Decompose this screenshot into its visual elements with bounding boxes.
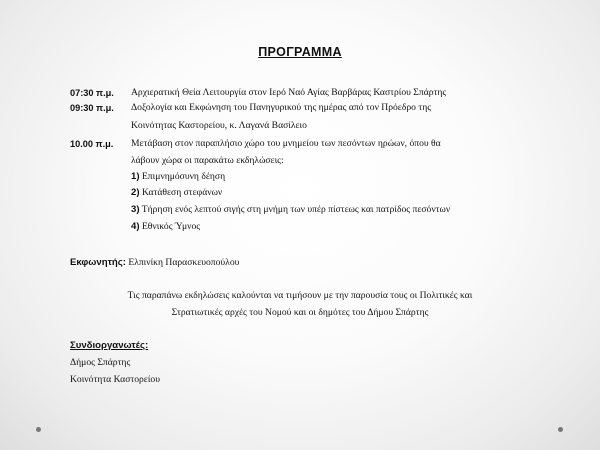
schedule-time-1: 07:30 π.μ.	[70, 88, 114, 98]
invitation-line-2: Στρατιωτικές αρχές του Νομού και οι δημότες του Δήμου Σπάρτης	[171, 307, 429, 318]
event-item	[131, 204, 450, 216]
announcer-name: Ελπινίκη Παρασκευοπούλου	[128, 257, 240, 268]
schedule-text-2b: Κοινότητας Καστορείου, κ. Λαγανά Βασίλειο	[131, 120, 307, 131]
corner-dot-icon	[36, 427, 41, 432]
co-organizers-heading: Συνδιοργανωτές:	[70, 340, 149, 351]
page-title: ΠΡΟΓΡΑΜΜΑ	[258, 45, 342, 59]
event-number: 2)	[131, 187, 140, 198]
event-text: Εθνικός Ύμνος	[141, 221, 201, 232]
invitation-line-1: Τις παραπάνω εκδηλώσεις καλούνται να τιμήσουν με την παρουσία τους οι Πολιτικές και	[127, 290, 473, 301]
announcer-label: Εκφωνητής:	[70, 257, 126, 268]
event-text: Τήρηση ενός λεπτού σιγής στη μνήμη των υπέρ πίστεως και πατρίδος πεσόντων	[141, 204, 451, 215]
event-item	[131, 187, 222, 199]
event-item	[131, 171, 225, 183]
event-text: Κατάθεση στεφάνων	[141, 187, 223, 198]
corner-dot-icon	[558, 427, 563, 432]
co-organizer-item: Κοινότητα Καστορείου	[70, 374, 160, 385]
event-item	[131, 221, 200, 233]
event-number: 3)	[131, 204, 140, 215]
event-number: 1)	[131, 171, 140, 182]
schedule-time-3: 10.00 π.μ.	[70, 139, 114, 149]
announcer	[70, 257, 239, 269]
event-text: Επιμνημόσυνη δέηση	[141, 171, 226, 182]
co-organizer-item: Δήμος Σπάρτης	[70, 357, 131, 368]
schedule-text-2a: Δοξολογία και Εκφώνηση του Πανηγυρικού της ημέρας από τον Πρόεδρο της	[131, 102, 432, 113]
schedule-time-2: 09:30 π.μ.	[70, 103, 114, 113]
co-organizers-label	[70, 340, 148, 352]
schedule-text-3b: λάβουν χώρα οι παρακάτω εκδηλώσεις:	[131, 155, 284, 166]
event-number: 4)	[131, 221, 140, 232]
schedule-text-3a: Μετάβαση στον παραπλήσιο χώρο του μνημείου των πεσόντων ηρώων, όπου θα	[131, 138, 441, 149]
schedule-text-1: Αρχιερατική Θεία Λειτουργία στον Ιερό Ναό Αγίας Βαρβάρας Καστρίου Σπάρτης	[131, 87, 447, 98]
